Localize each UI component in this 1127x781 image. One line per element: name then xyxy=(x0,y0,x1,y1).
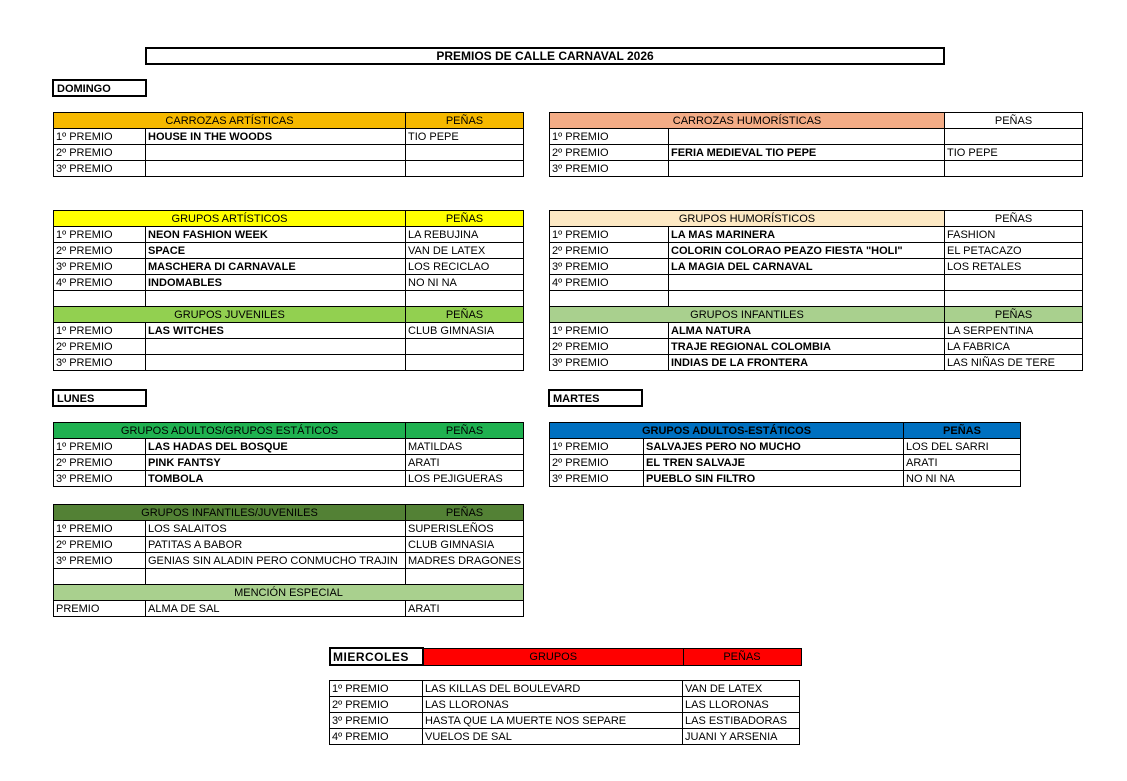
name-cell xyxy=(669,275,945,291)
table-row xyxy=(54,129,524,145)
header-miercoles-grupos: GRUPOS xyxy=(423,648,683,665)
pena-cell: LA REBUJINA xyxy=(406,227,524,243)
pena-cell: TIO PEPE xyxy=(945,145,1083,161)
name-cell: VUELOS DE SAL xyxy=(423,729,683,745)
place-cell: 1º PREMIO xyxy=(550,323,669,339)
table-carrozas-humoristicas xyxy=(549,112,1083,177)
place-cell xyxy=(550,291,669,307)
name-cell: COLORIN COLORAO PEAZO FIESTA "HOLI" xyxy=(669,243,945,259)
name-cell: LA MAGIA DEL CARNAVAL xyxy=(669,259,945,275)
name-cell xyxy=(669,161,945,177)
header-grupos-artisticos: GRUPOS ARTÍSTICOS xyxy=(54,211,406,227)
place-cell: 4º PREMIO xyxy=(550,275,669,291)
pena-cell: FASHION xyxy=(945,227,1083,243)
name-cell: INDIAS DE LA FRONTERA xyxy=(669,355,945,371)
table-row xyxy=(54,521,524,537)
place-cell: 3º PREMIO xyxy=(54,553,146,569)
name-cell: LAS KILLAS DEL BOULEVARD xyxy=(423,681,683,697)
place-cell: 2º PREMIO xyxy=(54,537,146,553)
header-penas: PEÑAS xyxy=(406,307,524,323)
place-cell: 2º PREMIO xyxy=(550,145,669,161)
header-carrozas-artisticas: CARROZAS ARTÍSTICAS xyxy=(54,113,406,129)
header-mencion-especial: MENCIÓN ESPECIAL xyxy=(54,585,524,601)
pena-cell: ARATI xyxy=(406,455,524,471)
pena-cell: NO NI NA xyxy=(406,275,524,291)
pena-cell: LOS DEL SARRI xyxy=(904,439,1021,455)
table-row xyxy=(550,455,1021,471)
table-row xyxy=(550,161,1083,177)
place-cell: 3º PREMIO xyxy=(54,161,146,177)
table-row xyxy=(330,713,800,729)
place-cell: 3º PREMIO xyxy=(550,355,669,371)
header-carrozas-humoristicas: CARROZAS HUMORÍSTICAS xyxy=(550,113,945,129)
name-cell: FERIA MEDIEVAL TIO PEPE xyxy=(669,145,945,161)
place-cell: 1º PREMIO xyxy=(54,227,146,243)
pena-cell: ARATI xyxy=(904,455,1021,471)
pena-cell xyxy=(406,145,524,161)
pena-cell: LAS LLORONAS xyxy=(683,697,800,713)
table-lunes-infantiles xyxy=(53,504,524,617)
place-cell xyxy=(54,291,146,307)
place-cell: 3º PREMIO xyxy=(550,161,669,177)
table-row xyxy=(330,729,800,745)
pena-cell: EL PETACAZO xyxy=(945,243,1083,259)
table-row xyxy=(54,243,524,259)
table-row xyxy=(54,259,524,275)
table-row xyxy=(550,227,1083,243)
table-row xyxy=(550,439,1021,455)
pena-cell: MADRES DRAGONES xyxy=(406,553,524,569)
header-grupos-humoristicos: GRUPOS HUMORÍSTICOS xyxy=(550,211,945,227)
table-row xyxy=(54,569,524,585)
pena-cell xyxy=(945,291,1083,307)
name-cell: HOUSE IN THE WOODS xyxy=(146,129,406,145)
table-row xyxy=(550,323,1083,339)
table-grupos-humoristicos xyxy=(549,210,1083,371)
header-penas: PEÑAS xyxy=(406,211,524,227)
name-cell: LOS SALAITOS xyxy=(146,521,406,537)
table-grupos-artisticos xyxy=(53,210,524,371)
table-miercoles xyxy=(329,680,800,745)
place-cell: 1º PREMIO xyxy=(550,439,644,455)
name-cell xyxy=(146,355,406,371)
name-cell: EL TREN SALVAJE xyxy=(644,455,904,471)
table-row xyxy=(550,259,1083,275)
place-cell: PREMIO xyxy=(54,601,146,617)
table-row xyxy=(54,601,524,617)
name-cell xyxy=(669,129,945,145)
pena-cell xyxy=(406,569,524,585)
pena-cell: LA FABRICA xyxy=(945,339,1083,355)
header-penas: PEÑAS xyxy=(683,648,801,665)
name-cell: NEON FASHION WEEK xyxy=(146,227,406,243)
header-penas: PEÑAS xyxy=(406,423,524,439)
name-cell: TRAJE REGIONAL COLOMBIA xyxy=(669,339,945,355)
header-martes-adultos: GRUPOS ADULTOS-ESTÁTICOS xyxy=(550,423,904,439)
day-label-miercoles: MIERCOLES xyxy=(330,648,423,665)
table-row xyxy=(54,537,524,553)
name-cell xyxy=(146,161,406,177)
name-cell: PATITAS A BABOR xyxy=(146,537,406,553)
table-row xyxy=(550,355,1083,371)
name-cell: LAS LLORONAS xyxy=(423,697,683,713)
name-cell xyxy=(146,569,406,585)
place-cell: 3º PREMIO xyxy=(330,713,423,729)
name-cell xyxy=(669,291,945,307)
table-row xyxy=(54,227,524,243)
place-cell: 1º PREMIO xyxy=(550,227,669,243)
header-lunes-adultos: GRUPOS ADULTOS/GRUPOS ESTÁTICOS xyxy=(54,423,406,439)
place-cell: 3º PREMIO xyxy=(54,355,146,371)
place-cell: 2º PREMIO xyxy=(54,145,146,161)
place-cell xyxy=(54,569,146,585)
table-row xyxy=(54,291,524,307)
pena-cell: ARATI xyxy=(406,601,524,617)
place-cell: 4º PREMIO xyxy=(330,729,423,745)
pena-cell: CLUB GIMNASIA xyxy=(406,323,524,339)
table-row xyxy=(550,275,1083,291)
pena-cell xyxy=(406,339,524,355)
pena-cell: VAN DE LATEX xyxy=(683,681,800,697)
name-cell xyxy=(146,145,406,161)
pena-cell: LOS PEJIGUERAS xyxy=(406,471,524,487)
table-row xyxy=(54,275,524,291)
name-cell: LA MAS MARINERA xyxy=(669,227,945,243)
pena-cell: LOS RETALES xyxy=(945,259,1083,275)
pena-cell xyxy=(945,275,1083,291)
place-cell: 3º PREMIO xyxy=(54,471,146,487)
table-martes-adultos xyxy=(549,422,1021,487)
place-cell: 1º PREMIO xyxy=(54,129,146,145)
header-penas: PEÑAS xyxy=(904,423,1021,439)
table-row xyxy=(54,145,524,161)
table-row xyxy=(550,243,1083,259)
place-cell: 1º PREMIO xyxy=(54,521,146,537)
place-cell: 3º PREMIO xyxy=(54,259,146,275)
name-cell: ALMA DE SAL xyxy=(146,601,406,617)
header-grupos-infantiles: GRUPOS INFANTILES xyxy=(550,307,945,323)
name-cell: MASCHERA DI CARNAVALE xyxy=(146,259,406,275)
name-cell: PUEBLO SIN FILTRO xyxy=(644,471,904,487)
pena-cell xyxy=(406,291,524,307)
place-cell: 4º PREMIO xyxy=(54,275,146,291)
table-row xyxy=(54,355,524,371)
pena-cell: LAS ESTIBADORAS xyxy=(683,713,800,729)
place-cell: 1º PREMIO xyxy=(54,323,146,339)
place-cell: 2º PREMIO xyxy=(550,455,644,471)
name-cell: PINK FANTSY xyxy=(146,455,406,471)
table-lunes-adultos xyxy=(53,422,524,487)
name-cell: SPACE xyxy=(146,243,406,259)
header-penas: PEÑAS xyxy=(406,113,524,129)
table-row xyxy=(550,129,1083,145)
pena-cell: LOS RECICLAO xyxy=(406,259,524,275)
name-cell xyxy=(146,291,406,307)
pena-cell xyxy=(406,355,524,371)
header-penas: PEÑAS xyxy=(406,505,524,521)
place-cell: 2º PREMIO xyxy=(54,339,146,355)
table-carrozas-artisticas xyxy=(53,112,524,177)
name-cell xyxy=(146,339,406,355)
pena-cell: NO NI NA xyxy=(904,471,1021,487)
table-row xyxy=(54,553,524,569)
place-cell: 2º PREMIO xyxy=(54,243,146,259)
pena-cell xyxy=(945,129,1083,145)
table-row xyxy=(54,471,524,487)
pena-cell: MATILDAS xyxy=(406,439,524,455)
header-penas: PEÑAS xyxy=(945,113,1083,129)
place-cell: 3º PREMIO xyxy=(550,259,669,275)
name-cell: SALVAJES PERO NO MUCHO xyxy=(644,439,904,455)
name-cell: LAS HADAS DEL BOSQUE xyxy=(146,439,406,455)
place-cell: 1º PREMIO xyxy=(54,439,146,455)
name-cell: TOMBOLA xyxy=(146,471,406,487)
place-cell: 2º PREMIO xyxy=(54,455,146,471)
table-row xyxy=(330,681,800,697)
pena-cell: JUANI Y ARSENIA xyxy=(683,729,800,745)
name-cell: INDOMABLES xyxy=(146,275,406,291)
table-row xyxy=(550,145,1083,161)
name-cell: GENIAS SIN ALADIN PERO CONMUCHO TRAJIN xyxy=(146,553,406,569)
place-cell: 2º PREMIO xyxy=(550,339,669,355)
place-cell: 2º PREMIO xyxy=(550,243,669,259)
name-cell: LAS WITCHES xyxy=(146,323,406,339)
pena-cell: VAN DE LATEX xyxy=(406,243,524,259)
place-cell: 2º PREMIO xyxy=(330,697,423,713)
pena-cell xyxy=(406,161,524,177)
place-cell: 3º PREMIO xyxy=(550,471,644,487)
page-title: PREMIOS DE CALLE CARNAVAL 2026 xyxy=(145,47,945,65)
pena-cell: LAS NIÑAS DE TERE xyxy=(945,355,1083,371)
pena-cell: LA SERPENTINA xyxy=(945,323,1083,339)
table-row xyxy=(550,291,1083,307)
pena-cell xyxy=(945,161,1083,177)
table-row xyxy=(330,697,800,713)
header-grupos-juveniles: GRUPOS JUVENILES xyxy=(54,307,406,323)
table-row xyxy=(54,439,524,455)
table-row xyxy=(550,339,1083,355)
pena-cell: SUPERISLEÑOS xyxy=(406,521,524,537)
place-cell: 1º PREMIO xyxy=(330,681,423,697)
place-cell: 1º PREMIO xyxy=(550,129,669,145)
table-row xyxy=(54,161,524,177)
table-row xyxy=(54,455,524,471)
day-label-lunes: LUNES xyxy=(52,389,147,407)
header-penas: PEÑAS xyxy=(945,211,1083,227)
day-label-domingo: DOMINGO xyxy=(52,79,147,97)
name-cell: HASTA QUE LA MUERTE NOS SEPARE xyxy=(423,713,683,729)
table-row xyxy=(54,323,524,339)
table-row xyxy=(550,471,1021,487)
header-lunes-infantiles: GRUPOS INFANTILES/JUVENILES xyxy=(54,505,406,521)
day-label-martes: MARTES xyxy=(548,389,643,407)
pena-cell: TIO PEPE xyxy=(406,129,524,145)
header-penas: PEÑAS xyxy=(945,307,1083,323)
table-row xyxy=(54,339,524,355)
pena-cell: CLUB GIMNASIA xyxy=(406,537,524,553)
table-miercoles-header xyxy=(329,647,802,666)
name-cell: ALMA NATURA xyxy=(669,323,945,339)
